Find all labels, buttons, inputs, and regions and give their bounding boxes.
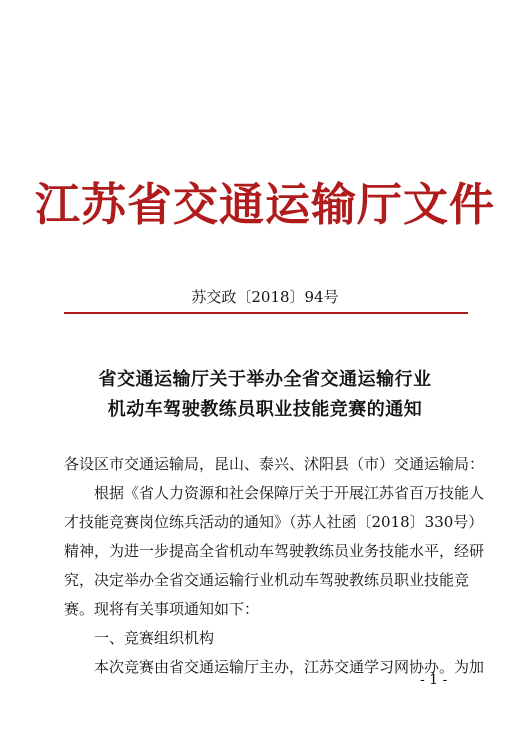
paragraph-1-line-2: 才技能竞赛岗位练兵活动的通知》（苏人社函〔2018〕330号）: [64, 513, 484, 531]
document-issuer-title: 江苏省交通运输厅文件: [34, 178, 495, 231]
section-heading-1: 一、竞赛组织机构: [94, 629, 215, 647]
paragraph-1-line-4: 究，决定举办全省交通运输行业机动车驾驶教练员职业技能竞: [64, 571, 470, 589]
addressee-line: 各设区市交通运输局，昆山、泰兴、沭阳县（市）交通运输局：: [64, 455, 485, 473]
paragraph-2-line-1: 本次竞赛由省交通运输厅主办，江苏交通学习网协办。为加: [94, 658, 485, 676]
paragraph-1-line-1: 根据《省人力资源和社会保障厅关于开展江苏省百万技能人: [94, 484, 485, 502]
paragraph-1-line-3: 精神，为进一步提高全省机动车驾驶教练员业务技能水平，经研: [64, 542, 485, 560]
document-number: 苏交政〔2018〕94号: [191, 288, 339, 306]
notice-title-line-1: 省交通运输厅关于举办全省交通运输行业: [98, 369, 432, 390]
paragraph-1-line-5: 赛。现将有关事项通知如下：: [64, 600, 260, 618]
page-number: - 1 -: [420, 672, 448, 688]
notice-title-line-2: 机动车驾驶教练员职业技能竞赛的通知: [107, 399, 423, 420]
red-divider-line: [64, 312, 468, 314]
